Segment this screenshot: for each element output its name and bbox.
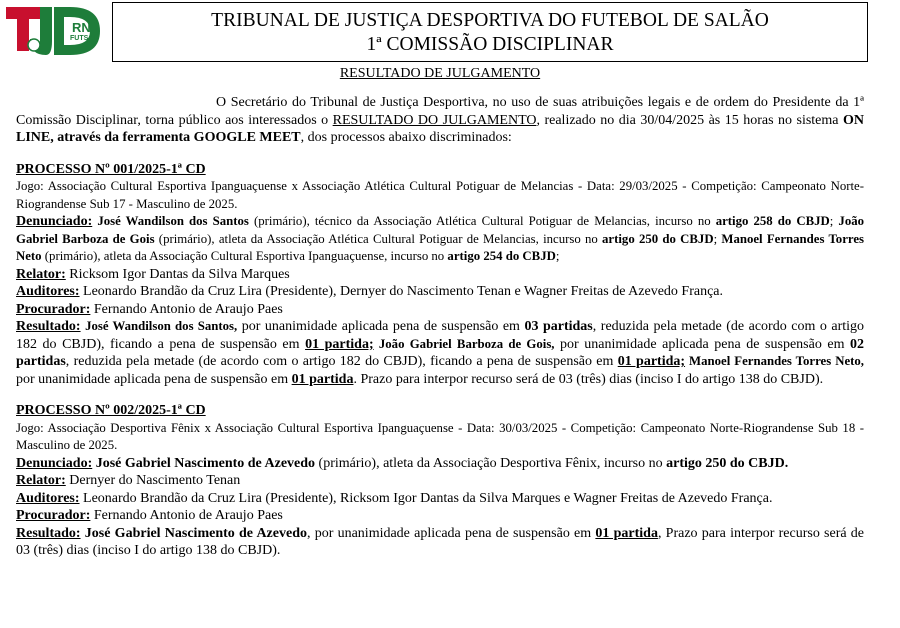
intro-paragraph [16,94,864,147]
auditores-label: Auditores: [16,284,80,299]
resultado-final-1: 01 partida [595,525,658,541]
process-game-info: Jogo: Associação Cultural Esportiva Ipanguaçuense x Associação Atlética Cultural Potiguar de Melancias - Data: 29/03/2025 - Competição: Campeonato Norte-Riograndense Sub 17 - Masculino de 2025. [16,179,864,211]
process-resultado [16,318,864,388]
denunciado-text-2: (primário), atleta da Associação Atlética Cultural Potiguar de Melancias, incurso no [154,231,603,246]
procurador-name: Fernando Antonio de Araujo Paes [90,301,283,317]
process-2 [16,402,864,560]
commission-title: 1ª COMISSÃO DISCIPLINAR [366,34,614,55]
resultado-text-2: por unanimidade aplicada pena de suspensão em [554,336,851,352]
process-relator [16,266,864,284]
procurador-label: Procurador: [16,508,91,523]
resultado-label: Resultado: [16,319,81,334]
resultado-text-1: , por unanimidade aplicada pena de suspensão em [306,525,596,541]
process-auditores [16,283,864,301]
denunciado-name-1: José Gabriel Nascimento de Azevedo [95,455,316,471]
denunciado-article-3: artigo 254 do CBJD [447,249,556,263]
procurador-name: Fernando Antonio de Araujo Paes [90,508,283,523]
sep-3: ; [555,249,560,263]
resultado-text-1b: , reduzida pela metade (de acordo com o artigo 182 do CBJD), ficando a pena de suspensão em [16,319,865,352]
denunciado-name-3: Manoel Fernandes Torres Neto [16,231,864,263]
auditores-label: Auditores: [16,490,80,506]
document-subtitle: RESULTADO DE JULGAMENTO [339,66,541,81]
resultado-name-3: Manoel Fernandes Torres Neto, [685,354,865,368]
process-title: PROCESSO Nº 001/2025-1ª CD [16,161,206,177]
denunciado-article-1: artigo 250 do CBJD. [666,455,789,471]
denunciado-article-1: artigo 258 do CBJD [715,214,830,228]
denunciado-text-1: (primário), técnico da Associação Atlética Cultural Potiguar de Melancias, incurso no [248,214,716,228]
process-procurador [16,301,864,319]
logo-futsal: FUTSAL [70,35,98,42]
tribunal-title: TRIBUNAL DE JUSTIÇA DESPORTIVA DO FUTEBOL DE SALÃO [211,10,769,31]
intro-online: ON LINE, através da ferramenta GOOGLE MEET [16,112,864,145]
resultado-end: , Prazo para interpor recurso será de 03 (três) dias (inciso I do artigo 138 do CBJD). [16,525,865,558]
sep-1: ; [829,214,839,228]
process-denunciado [16,213,864,266]
resultado-text-3: por unanimidade aplicada pena de suspensão em [16,371,292,387]
header-box [112,2,868,62]
sep-2: ; [713,231,722,246]
resultado-name-1: José Wandilson dos Santos, [85,319,238,333]
resultado-name-1: José Gabriel Nascimento de Azevedo [84,525,307,541]
logo-rn: RN [72,20,91,35]
resultado-final-2: 01 partida; [617,354,686,369]
resultado-label: Resultado: [16,525,81,541]
relator-label: Relator: [16,266,66,282]
process-1 [16,161,864,389]
resultado-penalty-1: 03 partidas [524,319,593,334]
denunciado-label: Denunciado: [16,214,93,229]
process-procurador [16,507,864,525]
process-denunciado [16,455,864,473]
resultado-text-2b: , reduzida pela metade (de acordo com o artigo 182 do CBJD), ficando a pena de suspensão em [65,354,618,369]
intro-part3: , dos processos abaixo discriminados: [300,130,512,145]
process-game-info: Jogo: Associação Desportiva Fênix x Associação Cultural Esportiva Ipanguaçuense - Data: 30/03/2025 - Competição: Campeonato Norte-Riograndense Sub 18 - Masculino de 2025. [16,420,864,452]
resultado-name-2: João Gabriel Barboza de Gois, [373,336,555,351]
intro-part1: O Secretário do Tribunal de Justiça Desportiva, no uso de suas atribuições legais e de ordem do Presidente da 1ª Comissão Disciplinar, torna público aos interessados o [16,95,864,128]
denunciado-text-1: (primário), atleta da Associação Desportiva Fênix, incurso no [315,455,667,471]
process-resultado [16,525,864,560]
denunciado-text-3: (primário), atleta da Associação Cultural Esportiva Ipanguaçuense, incurso no [41,249,448,263]
process-title: PROCESSO Nº 002/2025-1ª CD [16,403,206,418]
auditores-names: Leonardo Brandão da Cruz Lira (Presidente), Ricksom Igor Dantas da Silva Marques e Wagner Freitas de Azevedo França. [79,490,773,506]
process-relator [16,472,864,490]
resultado-end: . Prazo para interpor recurso será de 03 (três) dias (inciso I do artigo 138 do CBJD). [353,371,824,387]
resultado-penalty-2: 02 partidas [16,336,865,369]
denunciado-name-2: João Gabriel Barboza de Gois [16,214,865,246]
resultado-final-1: 01 partida; [305,336,374,352]
resultado-final-3: 01 partida [291,371,354,387]
auditores-names: Leonardo Brandão da Cruz Lira (Presidente), Dernyer do Nascimento Tenan e Wagner Freitas de Azevedo França. [79,284,723,299]
resultado-text-1: por unanimidade aplicada pena de suspensão em [237,319,525,334]
denunciado-name-1: José Wandilson dos Santos [97,214,249,228]
denunciado-article-2: artigo 250 do CBJD [602,231,714,246]
tjd-logo [4,3,106,59]
relator-label: Relator: [16,473,66,488]
intro-highlight: RESULTADO DO JULGAMENTO [332,112,537,128]
process-auditores [16,490,864,508]
intro-part2: , realizado no dia 30/04/2025 às 15 horas no sistema [536,112,843,128]
procurador-label: Procurador: [16,301,91,317]
relator-name: Dernyer do Nascimento Tenan [65,473,241,488]
document-body [16,94,864,560]
denunciado-label: Denunciado: [16,455,93,471]
relator-name: Ricksom Igor Dantas da Silva Marques [65,266,290,282]
